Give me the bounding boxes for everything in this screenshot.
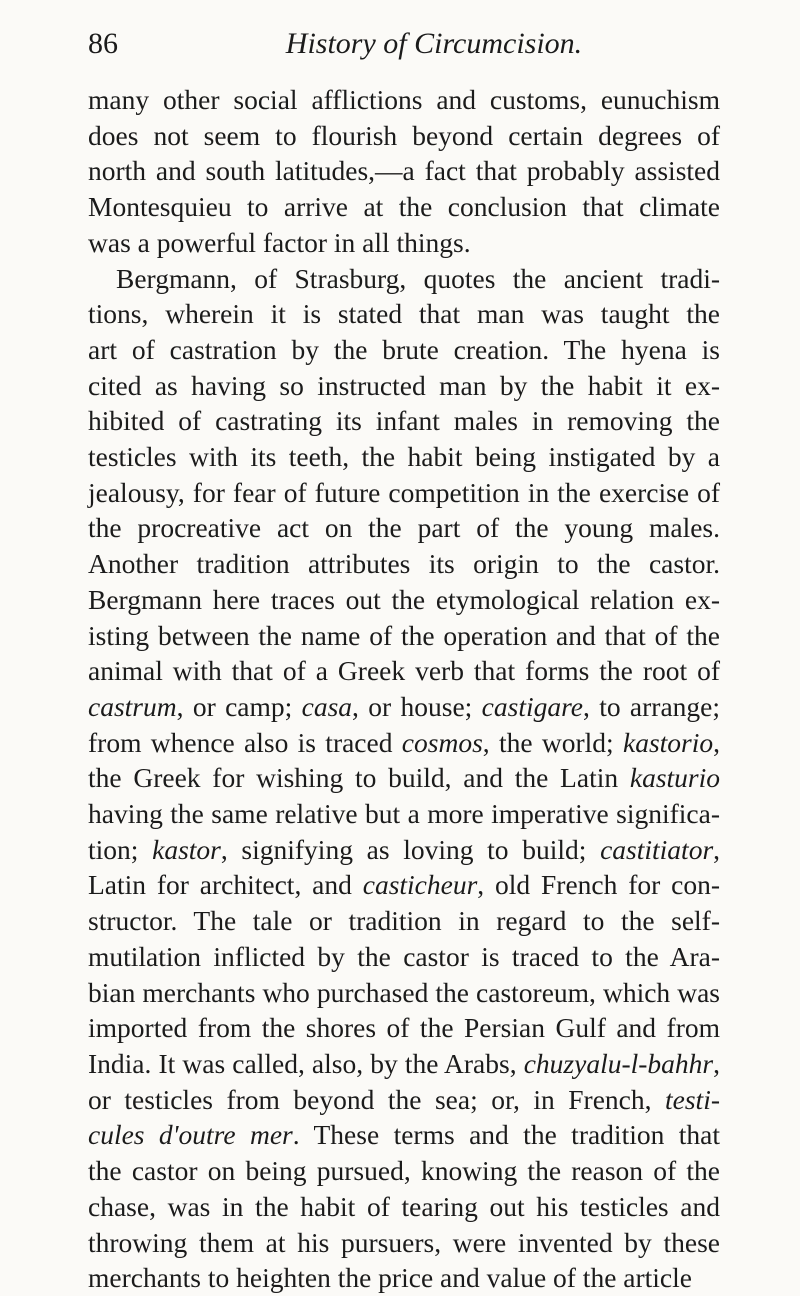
- text-line: structor. The tale or tradition in regard to the self-: [88, 905, 720, 937]
- text-line: Montesquieu to arrive at the conclusion that climate: [88, 191, 720, 223]
- text-line: mutilation inflicted by the castor is traced to the Ara-: [88, 940, 720, 972]
- text-line: tions, wherein it is stated that man was taught the: [88, 298, 720, 330]
- page-header: [88, 20, 720, 68]
- text-line: Another tradition attributes its origin to the castor.: [88, 548, 720, 580]
- page-number: 86: [88, 27, 118, 60]
- text-line: art of castration by the brute creation. The hyena is: [88, 333, 720, 365]
- text-line: merchants to heighten the price and value of the article: [88, 1262, 692, 1294]
- text-line: animal with that of a Greek verb that forms the root of: [88, 655, 720, 687]
- text-line: north and south latitudes,—a fact that probably assisted: [88, 155, 720, 187]
- text-line: Bergmann, of Strasburg, quotes the ancient tradi-: [116, 262, 720, 294]
- text-line: was a powerful factor in all things.: [88, 226, 471, 258]
- text-line: many other social afflictions and customs, eunuchism: [88, 84, 720, 115]
- text-line: imported from the shores of the Persian Gulf and from: [88, 1012, 720, 1044]
- text-line: does not seem to flourish beyond certain degrees of: [88, 119, 720, 151]
- text-line: Latin for architect, and casticheur, old French for con-: [88, 869, 720, 901]
- text-line: isting between the name of the operation and that of the: [88, 619, 720, 651]
- text-line: jealousy, for fear of future competition in the exercise of: [88, 476, 720, 508]
- text-line: throwing them at his pursuers, were invented by these: [88, 1226, 720, 1258]
- body-text: [88, 82, 720, 1296]
- text-line: or testicles from beyond the sea; or, in French, testi-: [88, 1083, 720, 1115]
- text-line: from whence also is traced cosmos, the world; kastorio,: [88, 726, 720, 758]
- text-line: having the same relative but a more imperative significa-: [88, 798, 720, 830]
- text-line: cited as having so instructed man by the habit it ex-: [88, 369, 720, 401]
- text-line: castrum, or camp; casa, or house; castigare, to arrange;: [88, 690, 720, 722]
- running-title: History of Circumcision.: [285, 27, 583, 60]
- text-line: Bergmann here traces out the etymological relation ex-: [88, 583, 720, 615]
- text-line: the Greek for wishing to build, and the Latin kasturio: [88, 762, 720, 794]
- text-line: chase, was in the habit of tearing out his testicles and: [88, 1190, 720, 1222]
- text-line: cules d'outre mer. These terms and the tradition that: [88, 1119, 720, 1151]
- text-line: testicles with its teeth, the habit being instigated by a: [88, 441, 720, 473]
- text-line: tion; kastor, signifying as loving to build; castitiator,: [88, 833, 721, 865]
- text-line: hibited of castrating its infant males in removing the: [88, 405, 720, 437]
- text-line: the castor on being pursued, knowing the reason of the: [88, 1155, 720, 1187]
- text-line: the procreative act on the part of the young males.: [88, 512, 720, 544]
- text-line: India. It was called, also, by the Arabs, chuzyalu-l-bahhr,: [88, 1047, 720, 1079]
- text-line: bian merchants who purchased the castoreum, which was: [88, 976, 720, 1008]
